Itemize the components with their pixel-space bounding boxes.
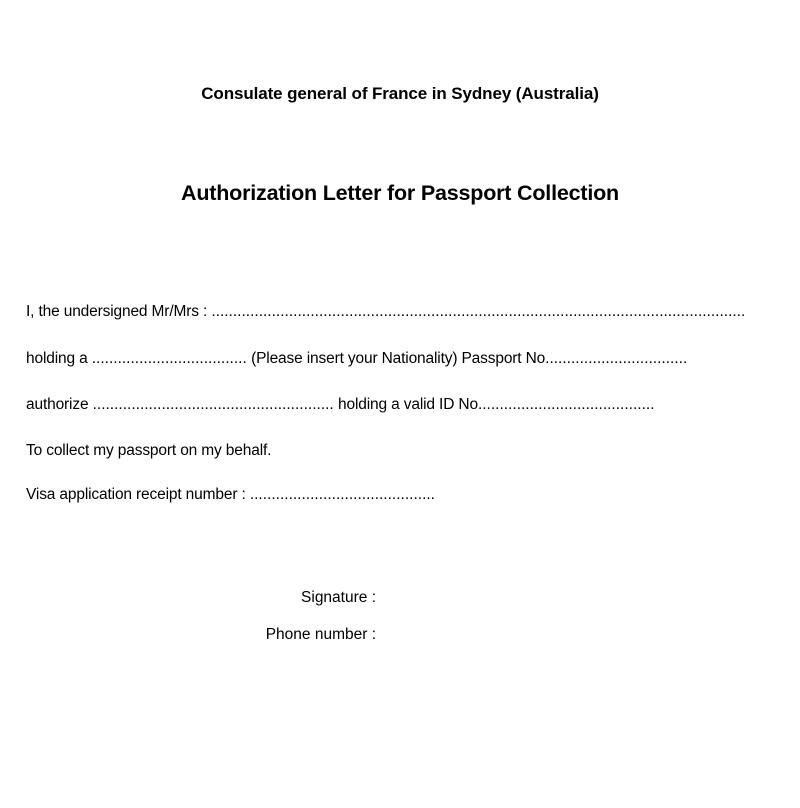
collect-statement bbox=[26, 442, 271, 460]
letter-title: Authorization Letter for Passport Collection bbox=[181, 181, 619, 205]
visa-receipt-label: Visa application receipt number : bbox=[26, 486, 250, 503]
signature-label: Signature : bbox=[301, 589, 376, 606]
authorized-person-blank[interactable]: ........................................................ bbox=[92, 396, 339, 413]
passport-no-blank[interactable]: ................................. bbox=[545, 350, 688, 367]
holding-label: holding a bbox=[26, 350, 92, 367]
visa-receipt-line bbox=[26, 486, 435, 504]
undersigned-name-blank[interactable]: ............................................................................................................................ bbox=[211, 303, 746, 320]
undersigned-label: I, the undersigned Mr/Mrs : bbox=[26, 303, 212, 320]
undersigned-line bbox=[26, 303, 745, 321]
id-no-blank[interactable]: ......................................... bbox=[477, 396, 655, 413]
id-no-label: holding a valid ID No bbox=[338, 396, 478, 413]
phone-number-label: Phone number : bbox=[265, 626, 376, 643]
visa-receipt-blank[interactable]: ........................................... bbox=[249, 486, 435, 503]
consulate-header: Consulate general of France in Sydney (Australia) bbox=[201, 84, 599, 103]
nationality-passport-line bbox=[26, 350, 687, 368]
nationality-blank[interactable]: .................................... bbox=[91, 350, 252, 367]
authorize-line bbox=[26, 396, 655, 414]
passport-no-label: (Please insert your Nationality) Passport No bbox=[251, 350, 546, 367]
collect-text: To collect my passport on my behalf. bbox=[26, 442, 272, 459]
authorize-label: authorize bbox=[26, 396, 93, 413]
